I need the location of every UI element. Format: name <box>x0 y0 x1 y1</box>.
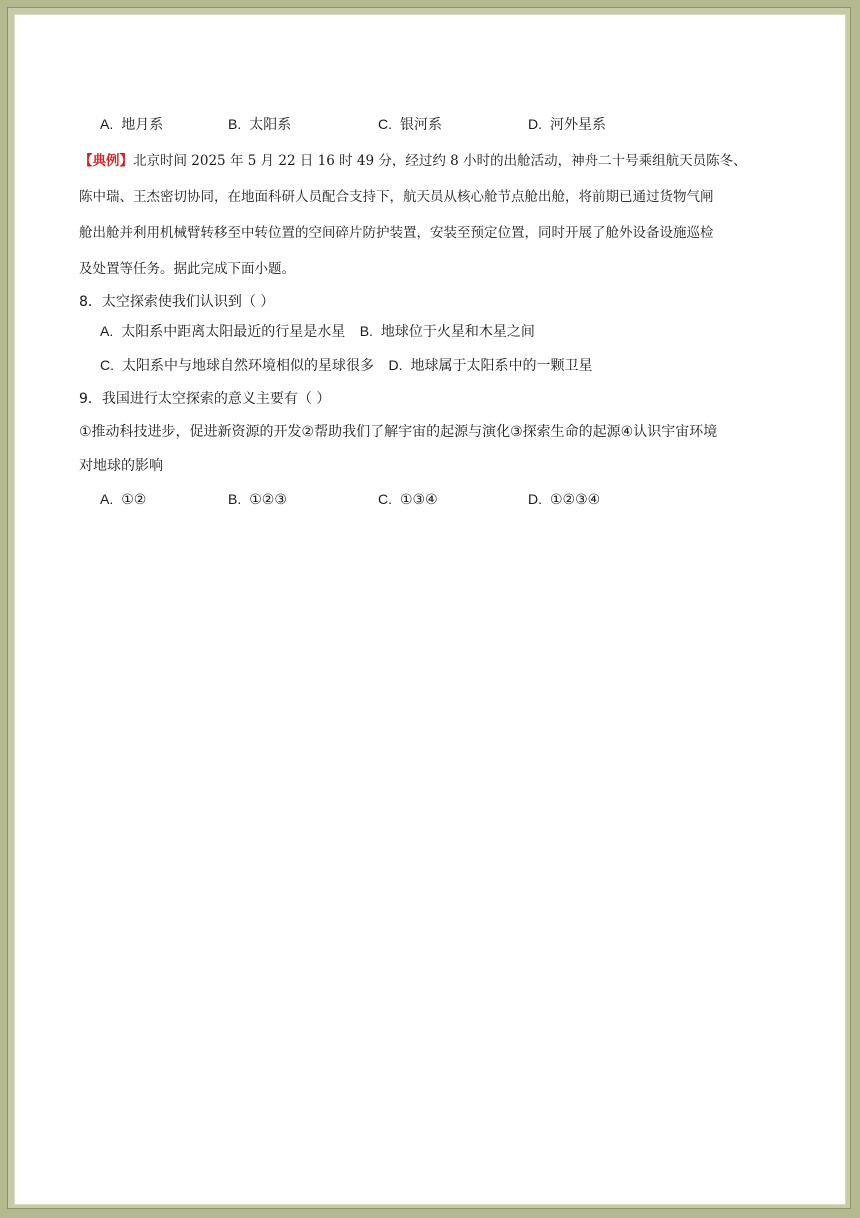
q8-option-b[interactable] <box>360 324 535 340</box>
option-text: 地球位于火星和木星之间 <box>380 324 535 340</box>
q9-statements-line-2: 对地球的影响 <box>79 458 163 474</box>
option-text: 银河系 <box>400 117 442 133</box>
q9-option-c[interactable] <box>378 491 438 508</box>
option-text: 太阳系 <box>249 117 292 133</box>
option-letter: B. <box>228 491 242 507</box>
q8-options-row-1 <box>100 321 535 341</box>
option-letter: D. <box>388 357 403 373</box>
q8-option-d[interactable] <box>388 358 592 374</box>
option-text: ①②③ <box>249 492 287 508</box>
q8-options-row-2 <box>100 355 592 375</box>
q9-options <box>79 491 779 511</box>
q8-option-c[interactable] <box>100 358 374 374</box>
option-text: ①②③④ <box>550 492 601 508</box>
example-line-1 <box>79 149 747 169</box>
q8-option-a[interactable] <box>100 324 345 340</box>
example-text: 北京时间 2025 年 5 月 22 日 16 时 49 分，经过约 8 小时的出舱活动，神舟二十号乘组航天员陈冬、 <box>133 153 747 169</box>
option-text: 太阳系中与地球自然环境相似的星球很多 <box>122 358 374 374</box>
q8-stem: 8．太空探索使我们认识到（ ） <box>79 294 275 310</box>
option-letter: B. <box>359 323 373 339</box>
q7-option-b[interactable] <box>228 114 291 134</box>
option-letter: D. <box>528 491 542 507</box>
option-letter: C. <box>378 116 392 132</box>
q9-option-a[interactable] <box>100 491 146 508</box>
option-letter: D. <box>528 116 542 132</box>
example-line-4: 及处置等任务。据此完成下面小题。 <box>79 261 295 277</box>
option-letter: A. <box>100 491 114 507</box>
option-letter: C. <box>100 357 114 373</box>
option-text: ①② <box>121 492 147 508</box>
q9-option-d[interactable] <box>528 491 600 508</box>
option-letter: A. <box>100 116 114 132</box>
option-text: ①③④ <box>400 492 438 508</box>
option-text: 河外星系 <box>550 117 606 133</box>
option-text: 地球属于太阳系中的一颗卫星 <box>410 358 593 374</box>
option-text: 地月系 <box>121 117 164 133</box>
option-letter: B. <box>228 116 242 132</box>
q7-option-c[interactable] <box>378 114 442 134</box>
example-tag: 【典例】 <box>79 153 133 169</box>
q9-option-b[interactable] <box>228 491 287 508</box>
option-letter: A. <box>100 323 114 339</box>
q7-option-a[interactable] <box>100 114 163 134</box>
example-line-2: 陈中瑞、王杰密切协同，在地面科研人员配合支持下，航天员从核心舱节点舱出舱，将前期已通过货物气闸 <box>79 189 714 205</box>
q9-stem: 9．我国进行太空探索的意义主要有（ ） <box>79 391 331 407</box>
example-line-3: 舱出舱并利用机械臂转移至中转位置的空间碎片防护装置，安装至预定位置，同时开展了舱外设备设施巡检 <box>79 225 714 241</box>
document-page <box>15 15 845 1204</box>
q7-option-d[interactable] <box>528 114 606 134</box>
option-text: 太阳系中距离太阳最近的行星是水星 <box>121 324 346 340</box>
q9-statements-line-1: ①推动科技进步，促进新资源的开发②帮助我们了解宇宙的起源与演化③探索生命的起源④认识宇宙环境 <box>79 424 718 440</box>
q7-options <box>79 114 779 134</box>
option-letter: C. <box>378 491 392 507</box>
